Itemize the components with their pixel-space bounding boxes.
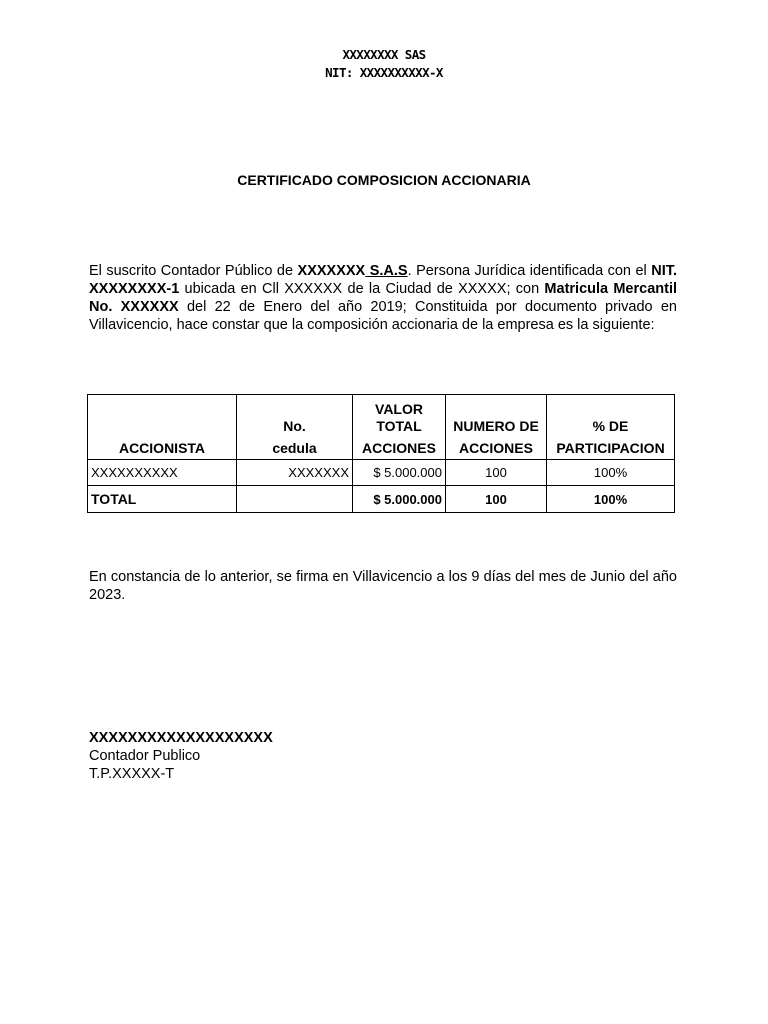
signature-name: XXXXXXXXXXXXXXXXXXX <box>89 730 273 746</box>
total-label: TOTAL <box>88 486 237 513</box>
total-participacion: 100% <box>547 486 675 513</box>
header-accionista: ACCIONISTA <box>88 395 237 460</box>
header-cedula <box>237 395 353 460</box>
company-nit: NIT: XXXXXXXXXX-X <box>325 65 443 80</box>
intro-company-suffix: S.A.S <box>365 263 408 279</box>
row-accionista: XXXXXXXXXX <box>88 460 237 486</box>
intro-text-3: ubicada en Cll XXXXXX de la Ciudad de XXXXX; con <box>179 281 545 297</box>
intro-text-4: del 22 de Enero del año 2019; Constituida por documento privado en Villavicencio, hace constar que la composición accionaria de la empresa es la siguiente: <box>89 299 677 333</box>
header-participacion <box>547 395 675 460</box>
signature-block <box>89 729 273 783</box>
intro-text-1: El suscrito Contador Público de <box>89 263 298 279</box>
intro-paragraph <box>89 262 677 334</box>
header-cedula-label: cedula <box>272 440 317 456</box>
table-header-row <box>88 395 675 460</box>
intro-text-2: . Persona Jurídica identificada con el <box>407 263 652 279</box>
header-valor-total <box>353 395 446 460</box>
header-pct-de: % DE <box>592 418 629 434</box>
document-header <box>0 46 768 82</box>
header-numero-acciones-label: ACCIONES <box>459 440 533 456</box>
composition-table <box>87 394 675 513</box>
header-valor-acciones: ACCIONES <box>362 440 436 456</box>
header-numero-acciones <box>446 395 547 460</box>
row-acciones: 100 <box>446 460 547 486</box>
intro-company: XXXXXXX <box>297 263 366 279</box>
document-title: CERTIFICADO COMPOSICION ACCIONARIA <box>237 172 531 188</box>
closing-paragraph: En constancia de lo anterior, se firma en Villavicencio a los 9 días del mes de Junio del año 2023. <box>89 569 677 603</box>
row-valor: $ 5.000.000 <box>353 460 446 486</box>
header-numero-de: NUMERO DE <box>453 418 539 434</box>
total-valor: $ 5.000.000 <box>353 486 446 513</box>
total-acciones: 100 <box>446 486 547 513</box>
company-name: XXXXXXXX SAS <box>342 47 426 62</box>
intro-nit: NIT. XXXXXXXX-1 <box>89 263 677 297</box>
total-cedula <box>237 486 353 513</box>
row-participacion: 100% <box>547 460 675 486</box>
row-cedula: XXXXXXX <box>237 460 353 486</box>
table-total-row <box>88 486 675 513</box>
intro-matricula: Matricula Mercantil No. XXXXXX <box>89 281 678 315</box>
signature-tp: T.P.XXXXX-T <box>89 766 175 782</box>
header-participacion-label: PARTICIPACION <box>556 440 665 456</box>
header-no: No. <box>283 418 306 434</box>
table-row <box>88 460 675 486</box>
header-valor-total-label: VALOR TOTAL <box>375 401 423 434</box>
signature-role: Contador Publico <box>89 748 201 764</box>
